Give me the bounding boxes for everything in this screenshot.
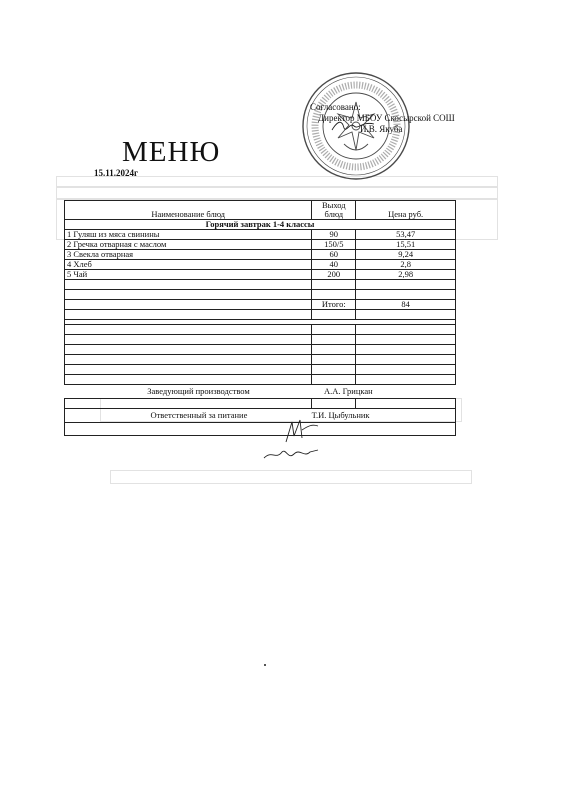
table-row <box>65 270 456 280</box>
food-responsible-signature <box>262 444 320 464</box>
empty-row <box>65 280 456 290</box>
dish-portion: 90 <box>312 230 356 240</box>
dish-name: 5 Чай <box>65 270 312 280</box>
resp-role: Ответственный за питание <box>150 410 248 420</box>
empty-row <box>65 335 456 345</box>
menu-date: 15.11.2024г <box>94 168 139 178</box>
page-title: МЕНЮ <box>122 136 221 168</box>
approval-name: И.В. Якуба <box>360 124 403 134</box>
empty-row <box>65 290 456 300</box>
head-role: Заведующий производством <box>147 386 250 396</box>
show-through-line <box>56 186 498 188</box>
col-header-price: Цена руб. <box>356 201 456 220</box>
menu-table <box>64 200 456 436</box>
dish-name: 1 Гуляш из мяса свинины <box>65 230 312 240</box>
signature-row-production <box>65 385 456 399</box>
table-row <box>65 230 456 240</box>
dish-price: 15,51 <box>356 240 456 250</box>
table-row <box>65 240 456 250</box>
empty-row <box>65 365 456 375</box>
dish-portion: 150/5 <box>312 240 356 250</box>
section-title: Горячий завтрак 1-4 классы <box>65 220 456 230</box>
total-label: Итого: <box>312 300 356 310</box>
empty-row <box>65 355 456 365</box>
dish-portion: 200 <box>312 270 356 280</box>
dish-portion: 60 <box>312 250 356 260</box>
table-row <box>65 260 456 270</box>
resp-name: Т.И. Цыбульник <box>311 410 370 420</box>
table-row <box>65 250 456 260</box>
dish-portion: 40 <box>312 260 356 270</box>
section-row <box>65 220 456 230</box>
dish-name: 4 Хлеб <box>65 260 312 270</box>
production-head-signature <box>282 416 322 446</box>
col-header-portion: Выход блюд <box>312 201 356 220</box>
empty-row <box>65 399 456 409</box>
signature-row-food <box>65 409 456 423</box>
total-row <box>65 300 456 310</box>
dish-name: 3 Свекла отварная <box>65 250 312 260</box>
dish-price: 2,98 <box>356 270 456 280</box>
head-name: А.А. Грицкан <box>324 386 373 396</box>
total-value: 84 <box>356 300 456 310</box>
empty-row <box>65 375 456 385</box>
dish-price: 9,24 <box>356 250 456 260</box>
empty-row <box>65 423 456 436</box>
approval-position: Директор МБОУ Скосырской СОШ <box>318 113 455 123</box>
speck <box>264 664 266 666</box>
approval-label: Согласовано: <box>310 102 361 112</box>
empty-row <box>65 345 456 355</box>
table-header-row <box>65 201 456 220</box>
col-header-dish: Наименование блюд <box>65 201 312 220</box>
director-signature <box>330 118 376 134</box>
dish-price: 2,8 <box>356 260 456 270</box>
empty-row <box>65 310 456 320</box>
show-through-box <box>110 470 472 484</box>
dish-name: 2 Гречка отварная с маслом <box>65 240 312 250</box>
dish-price: 53,47 <box>356 230 456 240</box>
empty-row <box>65 325 456 335</box>
total-spacer <box>65 300 312 310</box>
